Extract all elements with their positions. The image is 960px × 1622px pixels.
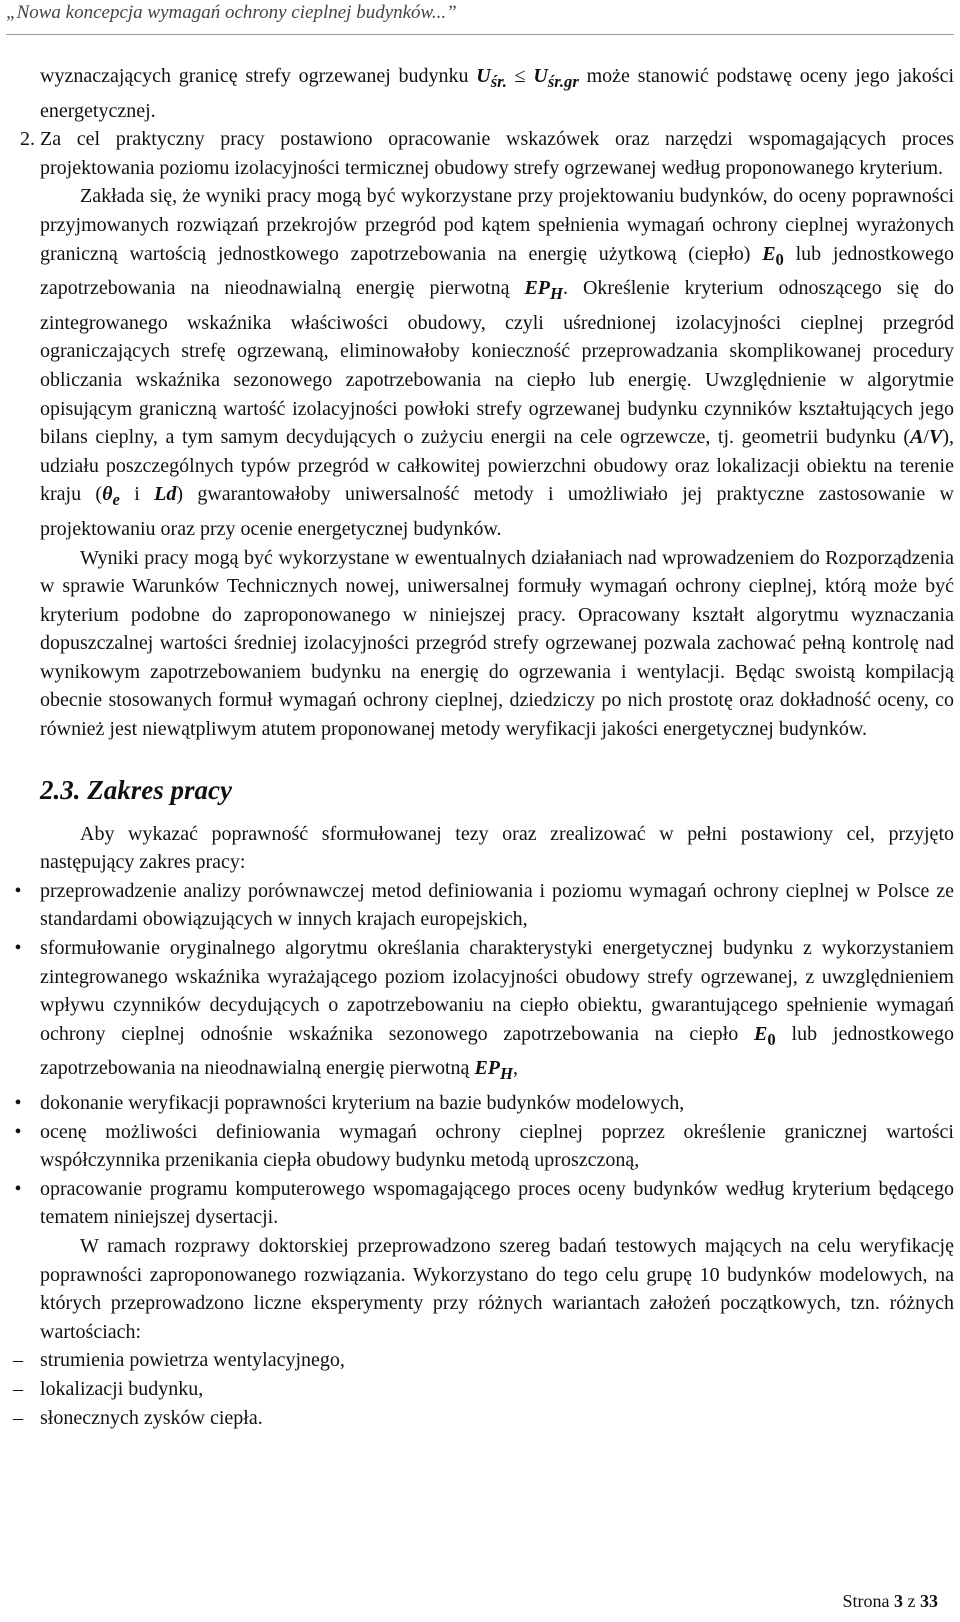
text-run: lub jednostkowego zapotrzebowania na nieodnawialną energię pierwotną [40,1022,954,1080]
list-item-text: opracowanie programu komputerowego wspomagającego proces oceny budynków według kryterium będącego tematem niniejszej dysertacji. [40,1177,954,1229]
list-item [13,1375,954,1404]
symbol-ep-sub: H [550,284,563,304]
dash-icon: – [13,1349,23,1372]
bullet-icon: • [14,1120,22,1143]
header-divider [6,34,954,35]
list-item-text: ocenę możliwości definiowania wymagań ochrony cieplnej poprzez określenie granicznej wartości współczynnika przenikania ciepła obudowy budynku metodą uproszczoną, [40,1120,954,1172]
paragraph: W ramach rozprawy doktorskiej przeprowadzono szereg badań testowych mających na celu weryfikację poprawności zaproponowanego rozwiązania. Wykorzystano do tego celu grupę 10 budynków modelowych, na których przeprowadzono liczne eksperymenty przy różnych wariantach założeń początkowych, tzn. różnych wartościach: [40,1234,954,1343]
text-run: . Określenie kryterium odnoszącego się do zintegrowanego wskaźnika właściwości obudowy, czyli uśrednionej izolacyjności cieplnej przegród ograniczających strefę ogrzewaną, eliminowałoby konieczność przeprowadzania skomplikowanej procedury obliczania wskaźnika sezonowego zapotrzebowania na ciepło lub energię. Uwzględnienie w algorytmie opisującym graniczną wartość izolacyjności powłoki strefy ogrzewanej budynku czynników kształtujących jego bilans cieplny, a tym samym decydujących o zużyciu energii na cele ogrzewcze, tj. geometrii budynku ( [40,277,954,449]
symbol-u: U [476,65,491,87]
leq-symbol: ≤ [506,65,534,87]
symbol-ep: EP [524,277,551,300]
dash-icon: – [13,1406,23,1429]
paragraph: Wyniki pracy mogą być wykorzystane w ewentualnych działaniach nad wprowadzeniem do Rozporządzenia w sprawie Warunków Technicznych nowej, uniwersalnej formuły wymagań ochrony cieplnej, którą może być kryterium podobne do zaproponowanego w niniejszej pracy. Opracowany kształt algorytmu wyznaczania dopuszczalnej wartości średniej izolacyjności przegród strefy ogrzewanej pozwala zachować pełną kontrolę nad wynikowym zapotrzebowaniem budynku na energię do ogrzewania i wentylacji. Będąc swoistą kompilacją obecnie stosowanych formuł wymagań ochrony cieplnej, dziedziczy po nich prostotę oraz dokładność oceny, co również jest niewątpliwym atutem proponowanej metody weryfikacji jakości energetycznej budynków. [40,546,954,741]
symbol-u-gr-sub: śr.gr [547,72,579,91]
symbol-theta: θ [102,483,113,506]
bullet-icon: • [14,1092,22,1114]
list-item [14,1089,954,1118]
symbol-e-sub: 0 [775,249,784,269]
bullet-list [14,877,954,1232]
item-number: 2. [20,128,35,151]
numbered-item-2 [20,125,954,182]
text-run: może stanowić podstawę oceny jego jakości energetycznej. [40,65,955,122]
bullet-icon: • [14,879,22,902]
paragraph [40,182,954,543]
list-item-text: przeprowadzenie analizy porównawczej metod definiowania i poziomu wymagań ochrony cieplnej w Polsce ze standardami obowiązujących w innych krajach europejskich, [40,879,954,931]
list-item [13,1404,954,1433]
text-run: ), udziału poszczególnych typów przegród w całkowitej powierzchni obudowy oraz lokalizacji obiektu na terenie kraju ( [40,426,954,506]
running-header: „Nowa koncepcja wymagań ochrony cieplnej budynków...” [6,2,457,23]
slash: / [923,426,929,449]
symbol-ep: EP [474,1057,500,1080]
symbol-e-sub: 0 [767,1029,776,1049]
symbol-u-sub: śr. [490,72,507,91]
list-item-text: dokonanie weryfikacji poprawności kryterium na bazie budynków modelowych, [40,1092,685,1114]
footer-label: Strona [842,1591,890,1611]
dash-icon: – [13,1377,23,1400]
symbol-v: V [928,426,943,449]
list-item [14,1118,954,1175]
page-content [13,62,955,1432]
list-item [13,1346,954,1375]
page-number: 3 [894,1591,903,1611]
text-run: lub jednostkowego zapotrzebowania na nieodnawialną energię pierwotną [40,242,954,300]
text-run: i [119,483,155,506]
list-item-text: lokalizacji budynku, [40,1377,204,1400]
page-total: 33 [920,1591,938,1611]
bullet-icon: • [14,937,22,960]
text-run: wyznaczających granicę strefy ogrzewanej budynku [40,65,477,87]
section-heading: 2.3. Zakres pracy [40,774,232,805]
paragraph-continuation [40,62,954,125]
symbol-ep-sub: H [500,1064,513,1084]
text-run: ) gwarantowałoby uniwersalność metody i umożliwiało jej praktyczne zastosowanie w projektowaniu oraz przy ocenie energetycznej budynków. [40,483,954,540]
list-item [14,934,954,1089]
paragraph: Aby wykazać poprawność sformułowanej tezy oraz zrealizować w pełni postawiony cel, przyjęto następujący zakres pracy: [40,822,954,874]
symbol-a: A [910,426,924,449]
text-run: sformułowanie oryginalnego algorytmu określania charakterystyki energetycznej budynku z wykorzystaniem zintegrowanego wskaźnika wyrażającego poziom izolacyjności obudowy strefy ogrzewanej, z uwzględnieniem wpływu czynników decydujących o zapotrzebowaniu na ciepło obiektu, gwarantującego spełnienie wymagań ochrony cieplnej odnośnie wskaźnika sezonowego zapotrzebowania na ciepło [40,937,954,1045]
bullet-icon: • [14,1177,22,1200]
text-run: Zakłada się, że wyniki pracy mogą być wykorzystane przy projektowaniu budynków, do oceny poprawności przyjmowanych rozwiązań przekrojów przegród pod kątem spełnienia wymagań ochrony cieplnej wyrażonych graniczną wartością jednostkowego zapotrzebowania na energię użytkową (ciepło) [40,185,954,265]
page-footer [843,1591,939,1612]
list-item-text: słonecznych zysków ciepła. [40,1406,263,1429]
symbol-e: E [762,242,776,265]
symbol-u-gr: U [533,65,548,87]
list-item [14,1175,954,1232]
list-item [14,877,954,934]
list-item-text: strumienia powietrza wentylacyjnego, [40,1349,345,1372]
symbol-theta-sub: e [112,490,120,510]
symbol-e: E [754,1022,768,1045]
footer-of: z [907,1591,916,1611]
dash-list [13,1346,954,1432]
text-run: , [512,1057,518,1080]
symbol-ld: Ld [154,483,177,506]
item-text: Za cel praktyczny pracy postawiono opracowanie wskazówek oraz narzędzi wspomagających proces projektowania poziomu izolacyjności termicznej obudowy strefy ogrzewanej według proponowanego kryterium. [40,128,954,179]
